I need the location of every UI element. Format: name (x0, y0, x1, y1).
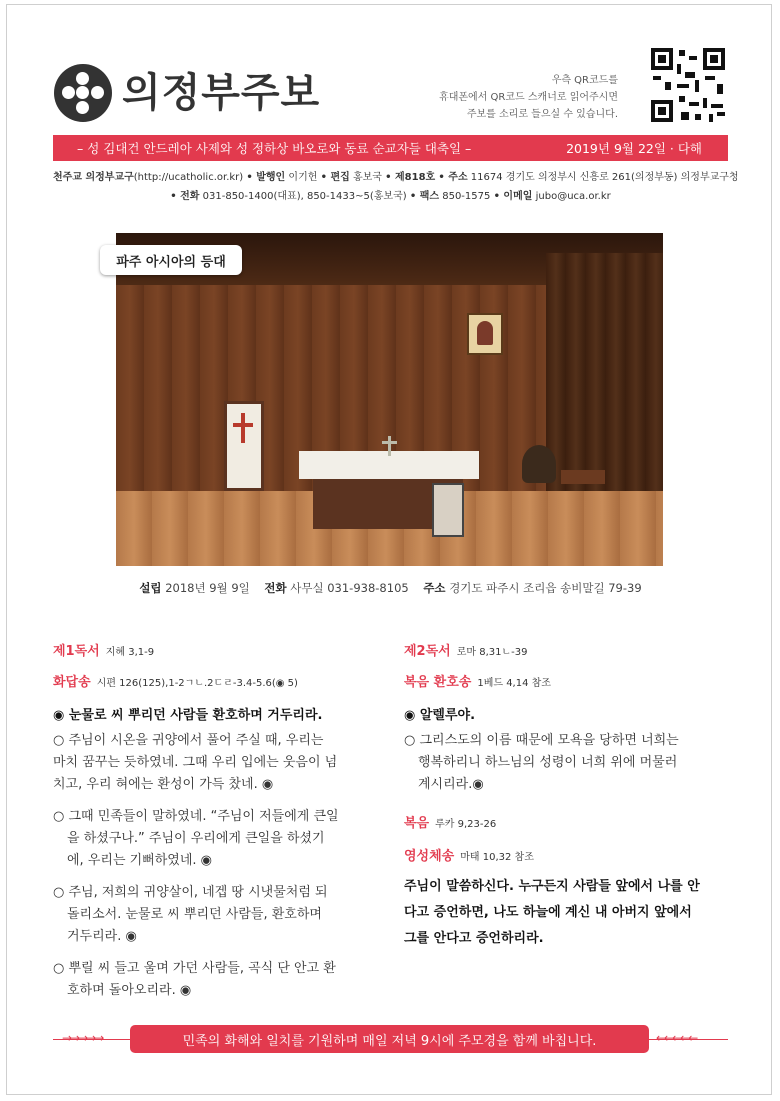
chapel-photo (116, 233, 663, 566)
psalm-verse-2: ○ 그때 민족들이 말하였네. “주님이 저들에게 큰일 을 하셨구나.” 주님이 우리에게 큰일을 하셨기 에, 우리는 기뻐하였네. ◉ (53, 809, 339, 868)
communion-text: 주님이 말씀하신다. 누구든지 사람들 앞에서 나를 안 다고 증언하면, 나도 하늘에 계신 내 아버지 앞에서 그를 안다고 증언하리라. (404, 879, 700, 946)
alleluia-heading: 복음 환호송 1베드 4,14 참조 (404, 675, 551, 690)
alleluia-response: ◉ 알렐루야. (404, 708, 476, 723)
alleluia-verse: ○ 그리스도의 이름 때문에 모욕을 당하면 너희는 행복하리니 하느님의 성령이 너희 위에 머물러 계시리라.◉ (404, 733, 679, 792)
photo-caption: 설립 2018년 9월 9일 전화 사무실 031-938-8105 주소 경기도 파주시 조리읍 송비말길 79-39 (139, 581, 642, 595)
reading2-heading: 제2독서 로마 8,31ㄴ-39 (404, 644, 528, 659)
masthead-title: 의정부주보 (122, 69, 321, 116)
reading1-heading: 제1독서 지혜 3,1-9 (53, 644, 155, 659)
psalm-verse-4: ○ 뿌릴 씨 들고 울며 가던 사람들, 곡식 단 안고 환 호하며 돌아오리라. ◉ (53, 961, 336, 998)
right-column (404, 640, 734, 952)
email-link[interactable]: jubo@uca.or.kr (535, 191, 611, 202)
publication-info-line2: • 전화 031-850-1400(대표), 850-1433~5(홍보국) • 팩스 850-1575 • 이메일 jubo@uca.or.kr (170, 191, 611, 202)
psalm-verse-1: ○ 주님이 시온을 귀양에서 풀어 주실 때, 우리는 마치 꿈꾸는 듯하였네. 그때 우리 입에는 웃음이 넘 치고, 우리 혀에는 환성이 가득 찼네. ◉ (53, 733, 338, 792)
left-column (53, 640, 383, 1002)
arrow-right-icon: →→→→→ (62, 1031, 103, 1045)
feast-title: – 성 김대건 안드레아 사제와 성 정하상 바오로와 동료 순교자들 대축일 – (77, 141, 472, 156)
qr-note: 우측 QR코드를 휴대폰에서 QR코드 스캐너로 읽어주시면 주보를 소리로 들으실 수 있습니다. (439, 75, 618, 120)
arrow-left-icon: ←←←←← (656, 1031, 697, 1045)
photo-tag: 파주 아시아의 등대 (100, 245, 242, 275)
psalm-response: ◉ 눈물로 씨 뿌리던 사람들 환호하며 거두리라. (53, 708, 323, 723)
icon-painting (467, 313, 503, 355)
issue-date: 2019년 9월 22일 · 다해 (566, 141, 702, 156)
communion-heading: 영성체송 마태 10,32 참조 (404, 849, 534, 864)
psalm-heading: 화답송 시편 126(125),1-2ㄱㄴ.2ㄷㄹ-3.4-5.6(◉ 5) (53, 675, 298, 690)
diocese-logo-icon (54, 64, 112, 122)
qr-code-icon[interactable] (651, 48, 725, 122)
feast-banner (53, 135, 728, 161)
prayer-banner: 민족의 화해와 일치를 기원하며 매일 저녁 9시에 주모경을 함께 바칩니다. (130, 1025, 649, 1053)
publication-info-line1: 천주교 의정부교구(http://ucatholic.or.kr) • 발행인 이기헌 • 편집 홍보국 • 제818호 • 주소 11674 경기도 의정부시 신흥로 261(의정부동) 의정부교구청 (53, 172, 739, 183)
gospel-heading: 복음 루카 9,23-26 (404, 816, 497, 831)
psalm-verse-3: ○ 주님, 저희의 귀양살이, 네겝 땅 시냇물처럼 되 돌리소서. 눈물로 씨 뿌리던 사람들, 환호하며 거두리라. ◉ (53, 885, 328, 944)
